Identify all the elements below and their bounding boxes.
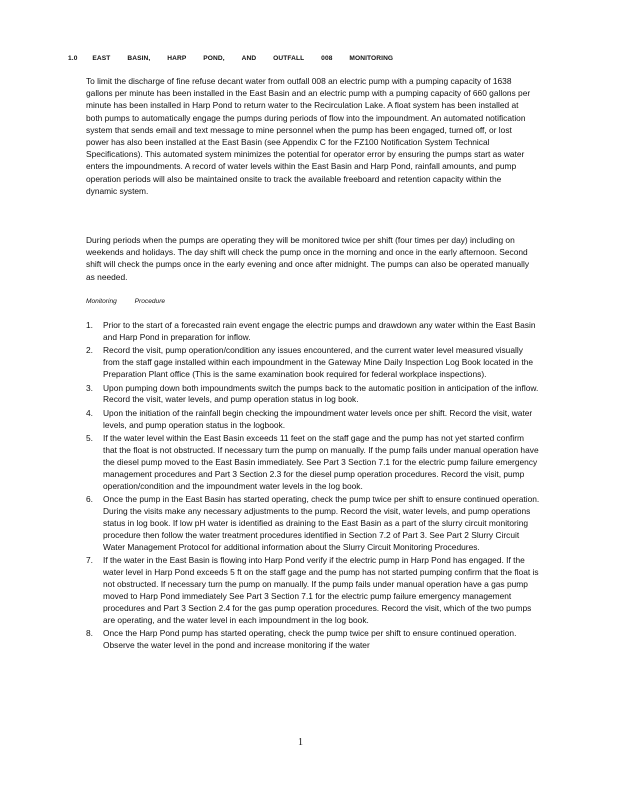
step-number: 3. <box>86 382 93 393</box>
heading-word: BASIN, <box>127 55 151 62</box>
procedure-step <box>86 408 540 432</box>
step-number: 5. <box>86 433 93 444</box>
procedure-step <box>86 555 540 626</box>
step-text: If the water level within the East Basin exceeds 11 feet on the staff gage and the pump has not yet started confirm that the float is not obstructed. If necessary turn the pump on manually. If the pump fails under manual operation have the diesel pump moved to the East Basin immediately. See Part 3 Section 7.1 for the electric pump failure emergency management procedures and Part 3 Section 2.3 for the diesel pump operation procedures. Record the visit, pump operation/condition and the impoundment water levels in the log book. <box>103 433 539 491</box>
monitoring-procedure-subheading <box>86 298 181 305</box>
heading-word: 008 <box>321 55 333 62</box>
step-text: Prior to the start of a forecasted rain event engage the electric pumps and drawdown any water within the East Basin and Harp Pond in preparation for inflow. <box>103 320 536 342</box>
step-number: 2. <box>86 345 93 356</box>
step-text: If the water in the East Basin is flowing into Harp Pond verify if the electric pump in Harp Pond has engaged. If the water level in Harp Pond exceeds 5 ft on the staff gage and the pump has not started pumping confirm that the float is not obstructed. If necessary turn the pump on manually. If the pump fails under manual operation have a gas pump moved to Harp Pond immediately See Part 3 Section 7.1 for the electric pump failure emergency management procedures and Part 3 Section 2.4 for the gas pump operation procedures. Record the visit, which of the two pumps are operating, and the water level in each impoundment in the log book. <box>103 555 539 625</box>
step-number: 8. <box>86 628 93 639</box>
procedure-step <box>86 383 540 407</box>
monitoring-schedule-paragraph: During periods when the pumps are operating they will be monitored twice per shift (four times per day) including on weekends and holidays. The day shift will check the pump once in the morning and once in the early afternoon. Second shift will check the pumps once in the early evening and once after midnight. The pumps can also be operated manually as needed. <box>86 235 530 282</box>
heading-word: POND, <box>203 55 225 62</box>
page-number: 1 <box>298 737 303 748</box>
procedure-step <box>86 628 540 652</box>
step-text: Record the visit, pump operation/condition any issues encountered, and the current water level measured visually from the staff gage installed within each impoundment in the Gateway Mine Daily Inspection Log Book located in the Preparation Plant office (This is the same examination book required for federal workplace inspections). <box>103 345 534 380</box>
procedure-steps-list <box>86 320 540 653</box>
procedure-step <box>86 494 540 554</box>
heading-word: HARP <box>167 55 187 62</box>
step-text: Once the pump in the East Basin has started operating, check the pump twice per shift to ensure continued operation. During the visits make any necessary adjustments to the pump. Record the visit, water levels, and pump operations status in log book. If low pH water is identified as draining to the East Basin as a part of the slurry circuit monitoring procedure then follow the water treatment procedures identified in Section 7.2 of Part 3. See Part 2 Slurry Circuit Water Management Protocol for additional information about the Slurry Circuit Monitoring Procedures. <box>103 494 540 552</box>
heading-word: MONITORING <box>349 55 394 62</box>
step-number: 7. <box>86 555 93 566</box>
procedure-step <box>86 345 540 381</box>
section-number: 1.0 <box>68 55 78 62</box>
step-text: Upon the initiation of the rainfall begin checking the impoundment water levels once per shift. Record the visit, water levels, and pump operation status in the logbook. <box>103 407 533 430</box>
step-text: Once the Harp Pond pump has started operating, check the pump twice per shift to ensure continued operation. Observe the water level in the pond and increase monitoring if the water <box>103 628 517 651</box>
heading-word: AND <box>241 55 257 62</box>
procedure-step <box>86 320 540 344</box>
step-number: 6. <box>86 494 93 505</box>
heading-word: OUTFALL <box>273 55 305 62</box>
procedure-step <box>86 433 540 493</box>
subheading-word: Monitoring <box>86 298 117 305</box>
section-heading <box>68 55 407 62</box>
intro-paragraph: To limit the discharge of fine refuse decant water from outfall 008 an electric pump with a pumping capacity of 1638 gallons per minute has been installed in the East Basin and an electric pump with a pumping capacity of 660 gallons per minute has been installed in Harp Pond to return water to the Recirculation Lake. A float system has been installed at both pumps to automatically engage the pumps during periods of flow into the impoundment. An automated notification system that sends email and text message to mine personnel when the pump has been engaged, turned off, or lost power has also been installed at the East Basin (see Appendix C for the FZ100 Notification System Technical Specifications). This automated system minimizes the potential for operator error by ensuring the pumps start as water enters the impoundments. A record of water levels within the East Basin and Harp Pond, rainfall amounts, and pump operation periods will also be maintained onsite to track the available freeboard and retention capacity within the dynamic system. <box>86 76 531 196</box>
step-number: 1. <box>86 320 93 330</box>
step-text: Upon pumping down both impoundments switch the pumps back to the automatic position in anticipation of the inflow. Record the visit, water levels, and pump operation status in log book. <box>103 382 539 405</box>
heading-word: EAST <box>92 55 111 62</box>
subheading-word: Procedure <box>134 298 166 305</box>
step-number: 4. <box>86 407 93 418</box>
